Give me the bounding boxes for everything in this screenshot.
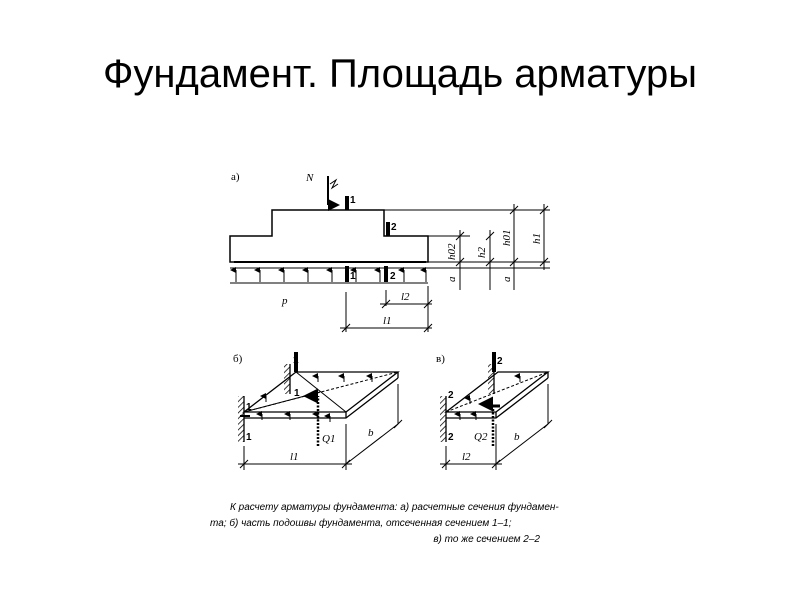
dim-a-2: a: [501, 276, 513, 282]
panel-b-sec1-mid: 1: [294, 388, 300, 399]
load-label-N: N: [306, 172, 314, 184]
panel-c-dim-l2: l2: [462, 451, 471, 463]
caption-line-1: К расчету арматуры фундамента: а) расчетные сечения фундамен-: [230, 502, 559, 513]
panel-c-slab: [436, 352, 552, 470]
dim-h02: h02: [446, 243, 458, 260]
dim-h2: h2: [476, 247, 488, 258]
panel-b-label: б): [233, 353, 243, 365]
dim-l2: l2: [401, 291, 410, 303]
label-Q1: Q1: [322, 433, 336, 445]
dim-l1: l1: [383, 315, 392, 327]
panel-b-dim-l1: l1: [290, 451, 299, 463]
panel-c-label: в): [436, 353, 445, 365]
panel-c-sec2-bottom: 2: [448, 432, 454, 443]
slide-title: Фундамент. Площадь арматуры: [103, 52, 697, 96]
section-1-label-top: 1: [350, 195, 356, 206]
panel-b-labels: [246, 355, 374, 463]
panel-c-sec2-left: 2: [448, 390, 454, 401]
panel-a-section: [230, 171, 550, 332]
dim-h01: h01: [501, 229, 513, 246]
panel-b-sec1-top: 1: [293, 355, 299, 366]
figure-caption: [210, 500, 620, 548]
panel-a-label: а): [231, 171, 240, 183]
section-1-label-bottom: 1: [350, 271, 356, 282]
panel-c-sec2-top: 2: [497, 356, 503, 367]
panel-b-slab: [233, 352, 402, 470]
section-2-label-top: 2: [391, 222, 397, 233]
panel-b-sec1-bottom: 1: [246, 432, 252, 443]
label-Q2: Q2: [474, 431, 488, 443]
dim-h1: h1: [531, 233, 543, 244]
panel-b-sec1-left: 1: [246, 402, 252, 413]
panel-b-dim-b: b: [368, 427, 374, 439]
caption-line-3: в) то же сечением 2–2: [433, 534, 540, 545]
pressure-label-p: p: [282, 295, 288, 307]
caption-line-2: та; б) часть подошвы фундамента, отсеченная сечением 1–1;: [210, 518, 512, 529]
panel-c-dim-b: b: [514, 431, 520, 443]
dim-a-1: a: [446, 276, 458, 282]
section-2-label-bottom: 2: [390, 271, 396, 282]
